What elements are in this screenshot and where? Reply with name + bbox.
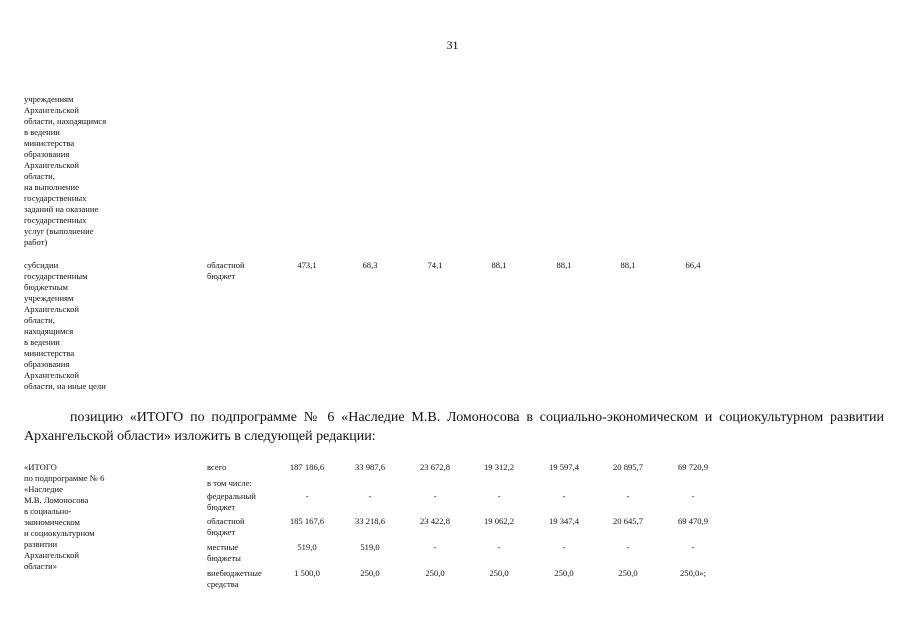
itogo-value: 33 218,6	[354, 516, 386, 526]
itogo-value: 185 167,6	[289, 516, 325, 526]
itogo-value: 69 720,9	[677, 462, 709, 472]
itogo-value: 69 470,9	[677, 516, 709, 526]
block2-source: областной бюджет	[207, 260, 245, 281]
itogo-label: «ИТОГО по подпрограмме № 6 «Наследие М.В. Ломоносова в социально- экономическом и социокультурном развитии Архангельской области»	[24, 462, 105, 571]
block2-value: 88,1	[491, 260, 507, 270]
itogo-value: 33 987,6	[354, 462, 386, 472]
page-number: 31	[446, 38, 459, 52]
itogo-value: 19 312,2	[483, 462, 515, 472]
itogo-value: 20 645,7	[612, 516, 644, 526]
itogo-value: -	[433, 542, 437, 552]
block2-value: 68,3	[362, 260, 378, 270]
itogo-value: 519,0	[360, 542, 380, 552]
itogo-value: -	[626, 491, 630, 501]
instruction-paragraph: позицию «ИТОГО по подпрограмме № 6 «Наследие М.В. Ломоносова в социально-экономическом и социокультурном развитии Архангельской области» изложить в следующей редакции:	[24, 410, 884, 444]
itogo-value: 250,0	[360, 568, 380, 578]
itogo-value: 519,0	[297, 542, 317, 552]
block2-label: субсидии государственным бюджетным учреждениям Архангельской области, находящимся в ведении министерства образования Архангельской области, на иные цели	[24, 260, 106, 391]
itogo-value: -	[562, 542, 566, 552]
block2-value: 66,4	[685, 260, 701, 270]
itogo-value: -	[433, 491, 437, 501]
block2-value: 74,1	[427, 260, 443, 270]
itogo-value: 250,0	[425, 568, 445, 578]
itogo-value: -	[497, 542, 501, 552]
itogo-value: 250,0	[489, 568, 509, 578]
itogo-source: областной бюджет	[207, 516, 245, 537]
itogo-value: -	[562, 491, 566, 501]
itogo-value: 250,0	[618, 568, 638, 578]
itogo-value: 250,0	[554, 568, 574, 578]
itogo-value: 20 895,7	[612, 462, 644, 472]
itogo-value: 19 597,4	[548, 462, 580, 472]
itogo-value: -	[691, 491, 695, 501]
itogo-value: 19 347,4	[548, 516, 580, 526]
block2-value: 473,1	[297, 260, 317, 270]
itogo-value: 23 422,8	[419, 516, 451, 526]
itogo-value: 23 672,8	[419, 462, 451, 472]
itogo-value: -	[626, 542, 630, 552]
itogo-value: -	[305, 491, 309, 501]
itogo-source: внебюджетные средства	[207, 568, 262, 589]
block2-value: 88,1	[556, 260, 572, 270]
itogo-value: -	[368, 491, 372, 501]
itogo-source: федеральный бюджет	[207, 491, 256, 512]
itogo-source: в том числе:	[207, 478, 252, 488]
itogo-value: 187 186,6	[289, 462, 325, 472]
block1-label: учреждениям Архангельской области, находящимся в ведении министерства образования Архангельской области, на выполнение государственных заданий на оказание государственных услуг (выполнение работ)	[24, 94, 107, 247]
itogo-value: -	[497, 491, 501, 501]
itogo-value: -	[691, 542, 695, 552]
itogo-value: 1 500,0	[294, 568, 320, 578]
itogo-value: 250,0»;	[679, 568, 707, 578]
itogo-value: 19 062,2	[483, 516, 515, 526]
block2-value: 88,1	[620, 260, 636, 270]
itogo-source: всего	[207, 462, 227, 472]
itogo-source: местные бюджеты	[207, 542, 241, 563]
